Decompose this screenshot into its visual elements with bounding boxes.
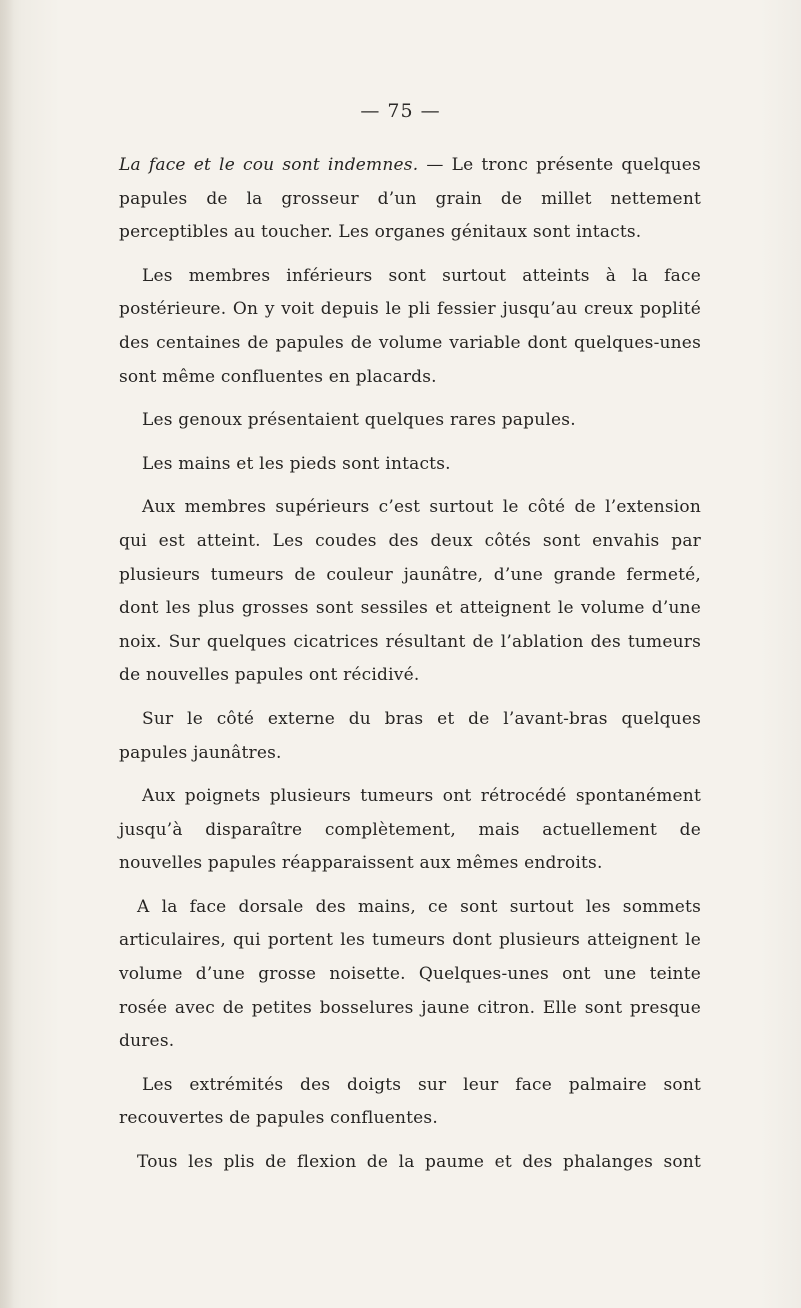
- paragraph-2: Les membres inférieurs sont surtout atteints à la face postérieure. On y voit depuis le pli fessier jusqu’au creux poplité des centaines de papules de volume variable dont quelques-unes sont même confluentes en placards.: [119, 265, 701, 387]
- body-text: [119, 149, 701, 1180]
- paragraph-1-text: — Le tronc présente quelques papules de la grosseur d’un grain de millet nettement perceptibles au toucher. Les organes génitaux sont intacts.: [119, 155, 701, 243]
- paragraph-3: Les genoux présentaient quelques rares papules.: [142, 410, 576, 431]
- paragraph-6: Sur le côté externe du bras et de l’avant-bras quelques papules jaunâtres.: [119, 708, 701, 763]
- paragraph-4: Les mains et les pieds sont intacts.: [142, 453, 451, 474]
- paragraph-1-lead: La face et le cou sont indemnes.: [119, 155, 419, 175]
- paragraph-9: Les extrémités des doigts sur leur face palmaire sont recouvertes de papules confluentes.: [119, 1074, 701, 1129]
- paragraph-5: Aux membres supérieurs c’est surtout le côté de l’extension qui est atteint. Les coudes des deux côtés sont envahis par plusieurs tumeurs de couleur jaunâtre, d’une grande fermeté, dont les plus grosses sont sessiles et atteignent le volume d’une noix. Sur quelques cicatrices résultant de l’ablation des tumeurs de nouvelles papules ont récidivé.: [119, 497, 701, 686]
- paragraph-10: Tous les plis de flexion de la paume et des phalanges sont: [137, 1152, 701, 1173]
- page-gutter-shadow: [0, 0, 14, 1308]
- paragraph-7: Aux poignets plusieurs tumeurs ont rétrocédé spontanément jusqu’à disparaître complètement, mais actuellement de nouvelles papules réapparaissent aux mêmes endroits.: [119, 786, 701, 874]
- page-number: — 75 —: [360, 100, 441, 122]
- paragraph-1: [119, 149, 701, 250]
- paragraph-8: A la face dorsale des mains, ce sont surtout les sommets articulaires, qui portent les tumeurs dont plusieurs atteignent le volume d’une grosse noisette. Quelques-unes ont une teinte rosée avec de petites bosselures jaune citron. Elle sont presque dures.: [119, 896, 701, 1052]
